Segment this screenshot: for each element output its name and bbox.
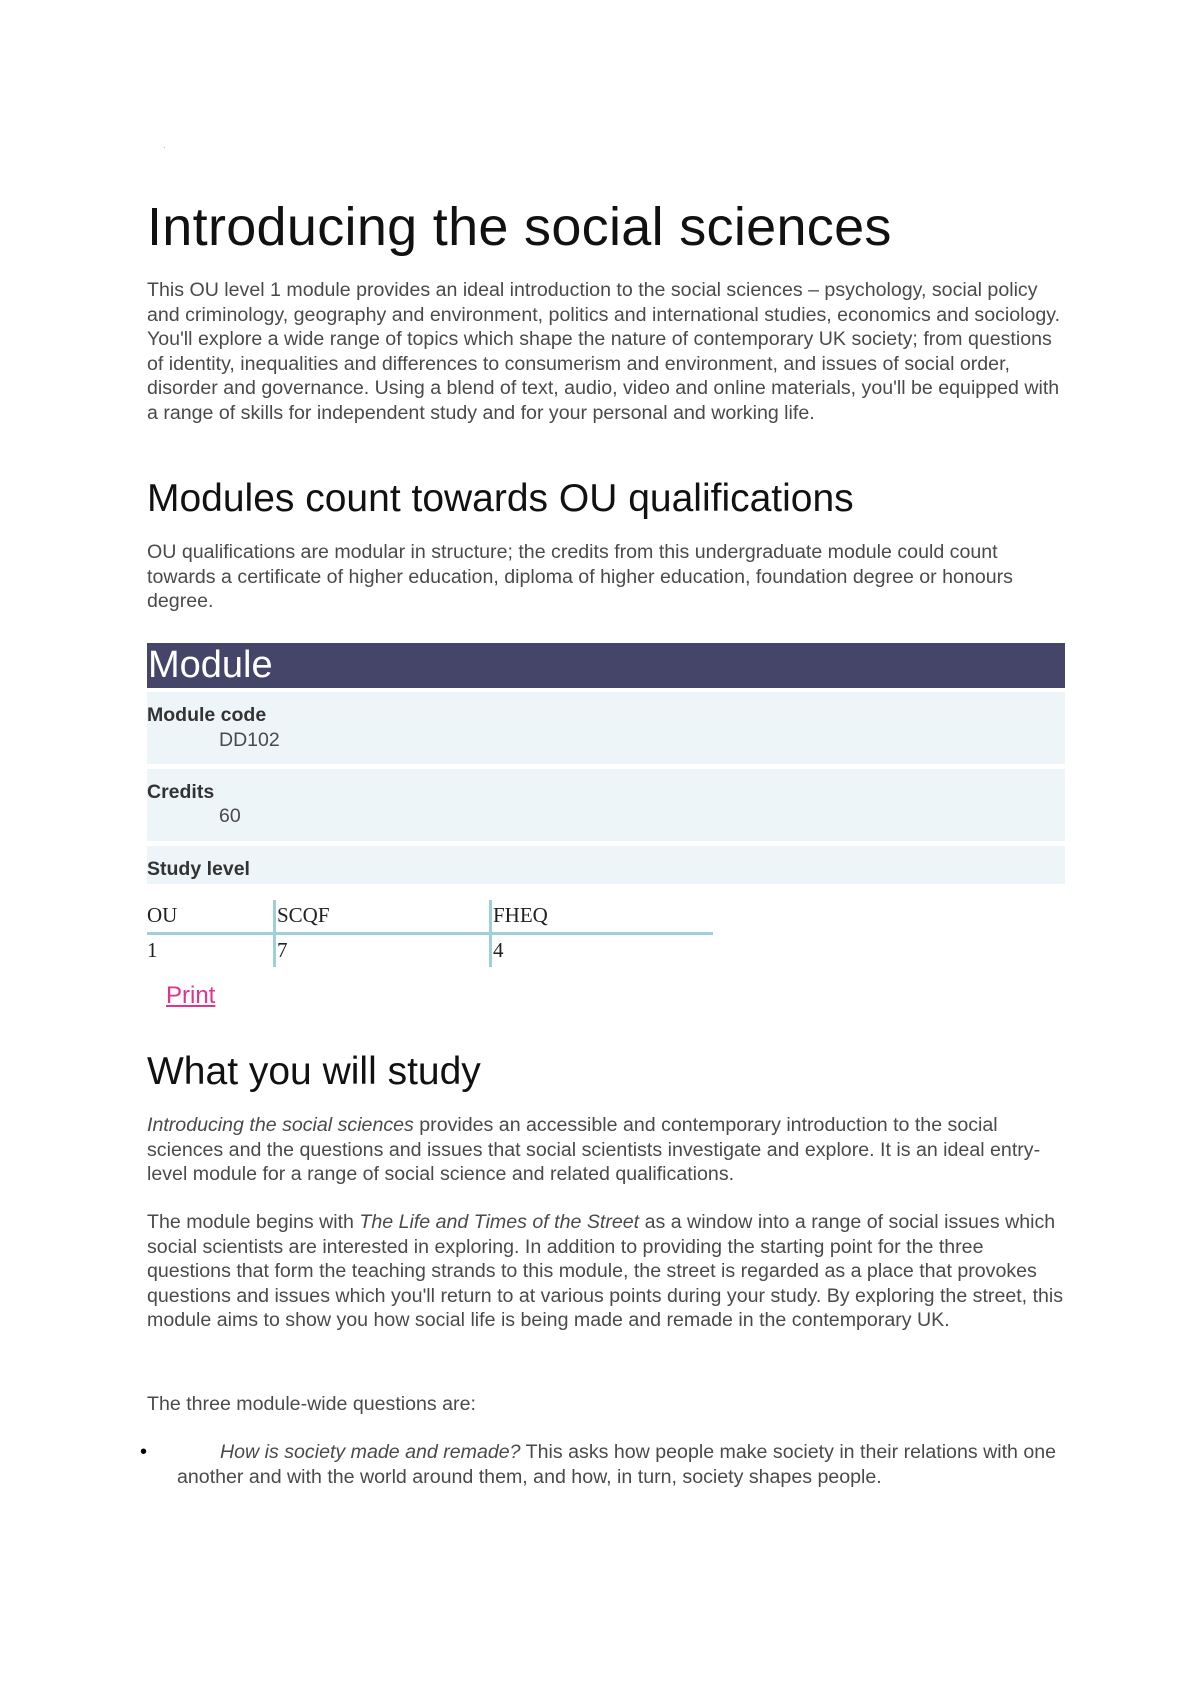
level-value-ou: 1 <box>147 937 158 962</box>
study-level-value-row <box>147 934 713 968</box>
module-code-label: Module code <box>147 704 267 726</box>
question-italic: How is society made and remade? <box>220 1441 521 1463</box>
study-paragraph-3: The three module-wide questions are: <box>147 1393 476 1415</box>
module-header-bar: Module <box>147 643 1065 688</box>
module-code-row <box>147 692 1065 764</box>
study-paragraph-2-text: as a window into a range of social issues which social scientists are interested in exploring. In addition to providing the starting point for the three questions that form the teaching strands to this module, the street is regarded as a place that provokes questions and issues which you'll return to at various points during your study. By exploring the street, this module aims to show you how social life is being made and remade in the contemporary UK. <box>147 1211 1064 1332</box>
qualifications-paragraph: OU qualifications are modular in structure; the credits from this undergraduate module could count towards a certificate of higher education, diploma of higher education, foundation degree or honours degree. <box>147 541 1013 613</box>
level-header-fheq: FHEQ <box>491 900 714 934</box>
study-paragraph-1-italic: Introducing the social sciences <box>147 1114 414 1136</box>
level-value-scqf: 7 <box>275 934 491 968</box>
level-header-scqf: SCQF <box>275 900 491 934</box>
page-title: Introducing the social sciences <box>147 197 892 257</box>
study-paragraph-1-text: provides an accessible and contemporary introduction to the social sciences and the questions and issues that social scientists investigate and explore. It is an ideal entry-level module for a range of social science and related qualifications. <box>147 1114 1041 1186</box>
study-level-row <box>147 846 1065 884</box>
module-questions-list <box>140 1440 1065 1489</box>
print-link[interactable]: Print <box>166 982 216 1009</box>
study-paragraph-1 <box>147 1113 1065 1187</box>
qualifications-heading: Modules count towards OU qualifications <box>147 477 854 520</box>
stray-dot: · <box>163 143 166 152</box>
module-code-value: DD102 <box>219 729 280 751</box>
study-level-label: Study level <box>147 858 250 880</box>
bullet-icon: • <box>140 1441 148 1463</box>
list-item <box>140 1440 1065 1489</box>
credits-label: Credits <box>147 781 215 803</box>
study-paragraph-2-italic: The Life and Times of the Street <box>359 1211 640 1233</box>
study-paragraph-2-start: The module begins with <box>147 1211 360 1233</box>
intro-paragraph: This OU level 1 module provides an ideal introduction to the social sciences – psychology, social policy and criminology, geography and environment, politics and international studies, economics and sociology. You'll explore a wide range of topics which shape the nature of contemporary UK society; from questions of identity, inequalities and differences to consumerism and environment, and issues of social order, disorder and governance. Using a blend of text, audio, video and online materials, you'll be equipped with a range of skills for independent study and for your personal and working life. <box>147 279 1061 424</box>
study-paragraph-2 <box>147 1210 1065 1333</box>
study-heading: What you will study <box>147 1050 481 1093</box>
credits-row <box>147 769 1065 841</box>
credits-value: 60 <box>219 805 241 827</box>
level-value-fheq: 4 <box>491 934 714 968</box>
study-level-table <box>147 900 713 967</box>
question-text: This asks how people make society in their relations with one another and with the world around them, and how, in turn, society shapes people. <box>177 1441 1057 1488</box>
study-level-header-row <box>147 900 713 934</box>
level-header-ou: OU <box>147 900 275 934</box>
